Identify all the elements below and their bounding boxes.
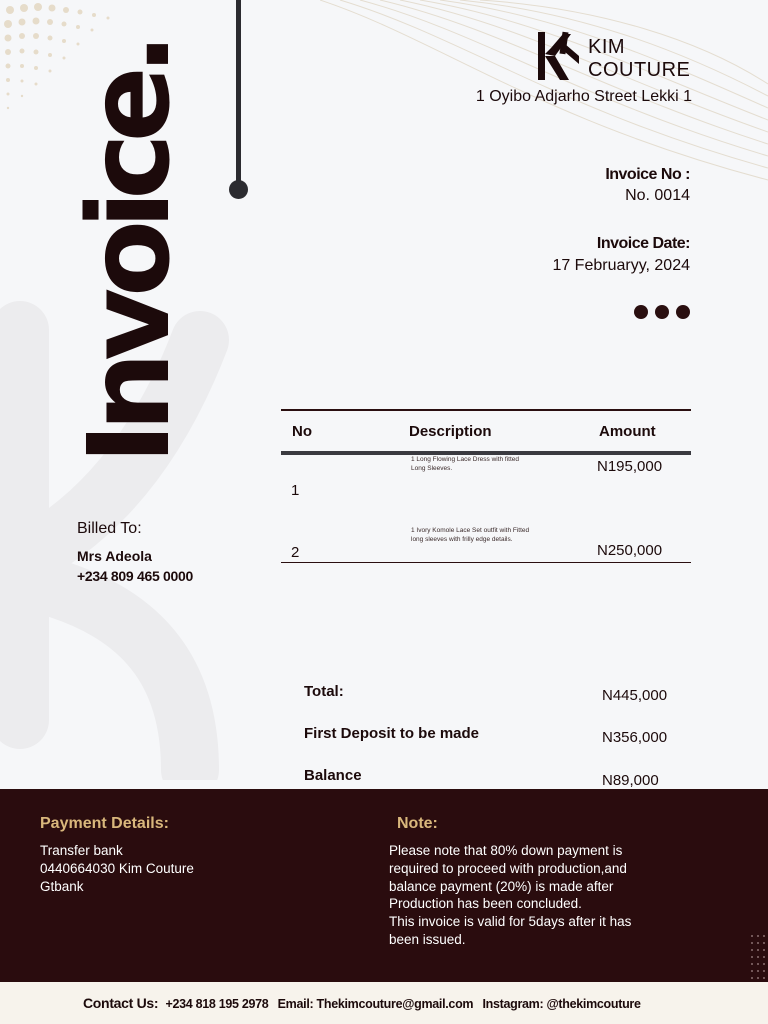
table-bottom-rule [281, 562, 691, 563]
col-header-no: No [292, 423, 312, 440]
pin-dot [229, 180, 248, 199]
dot-grid-decoration [748, 932, 768, 982]
billed-to-phone: +234 809 465 0000 [77, 568, 193, 584]
contact-email: Email: Thekimcouture@gmail.com [277, 997, 474, 1011]
invoice-date-label: Invoice Date: [596, 235, 690, 252]
deposit-label: First Deposit to be made [304, 725, 480, 742]
note-text: Please note that 80% down payment is required to proceed with production,and balance payment (20%) is made after Production has been concluded. This invoice is valid for 5days after it has been issued. [389, 843, 632, 947]
col-header-description: Description [409, 423, 492, 440]
dot [634, 305, 648, 319]
row-amount: N195,000 [597, 458, 663, 475]
table-top-rule [281, 409, 691, 411]
total-label: Total: [304, 683, 344, 700]
invoice-date-value: 17 Februaryy, 2024 [552, 257, 690, 274]
row-description: 1 Long Flowing Lace Dress with fitted Long Sleeves. [411, 456, 520, 472]
brand-name [588, 36, 690, 82]
contact-footer [0, 982, 768, 1024]
brand-address: 1 Oyibo Adjarho Street Lekki 1 [475, 88, 692, 105]
contact-instagram: Instagram: @thekimcouture [482, 997, 641, 1011]
billed-to-label: Billed To: [77, 520, 142, 537]
pin-line [236, 0, 241, 182]
billed-to-name: Mrs Adeola [77, 548, 152, 564]
invoice-title: Invoice. [65, 41, 195, 465]
row-description: 1 Ivory Komole Lace Set outfit with Fitted long sleeves with frilly edge details. [411, 527, 530, 543]
kim-couture-logo-icon [535, 30, 581, 82]
row-no: 1 [291, 482, 300, 499]
invoice-no-label: Invoice No : [605, 166, 690, 183]
deposit-value: N356,000 [602, 729, 668, 746]
invoice-no-value: No. 0014 [625, 187, 690, 204]
col-header-amount: Amount [599, 423, 656, 440]
contact-phone: +234 818 195 2978 [165, 997, 269, 1011]
brand-name-line1: KIM [588, 36, 626, 58]
balance-value: N89,000 [602, 772, 659, 789]
contact-label: Contact Us: [83, 995, 159, 1011]
row-amount: N250,000 [597, 542, 663, 559]
payment-details-title: Payment Details: [40, 815, 169, 832]
payment-details-text: Transfer bank 0440664030 Kim Couture Gtbank [40, 843, 194, 894]
row-no: 2 [291, 544, 300, 561]
note-title: Note: [397, 815, 438, 832]
total-value: N445,000 [602, 687, 668, 704]
dot [655, 305, 669, 319]
balance-label: Balance [304, 767, 362, 784]
table-header-rule [281, 451, 691, 455]
contact-line [83, 995, 641, 1011]
dot [676, 305, 690, 319]
payment-note-band [0, 789, 768, 982]
brand-name-line2: COUTURE [588, 59, 691, 81]
